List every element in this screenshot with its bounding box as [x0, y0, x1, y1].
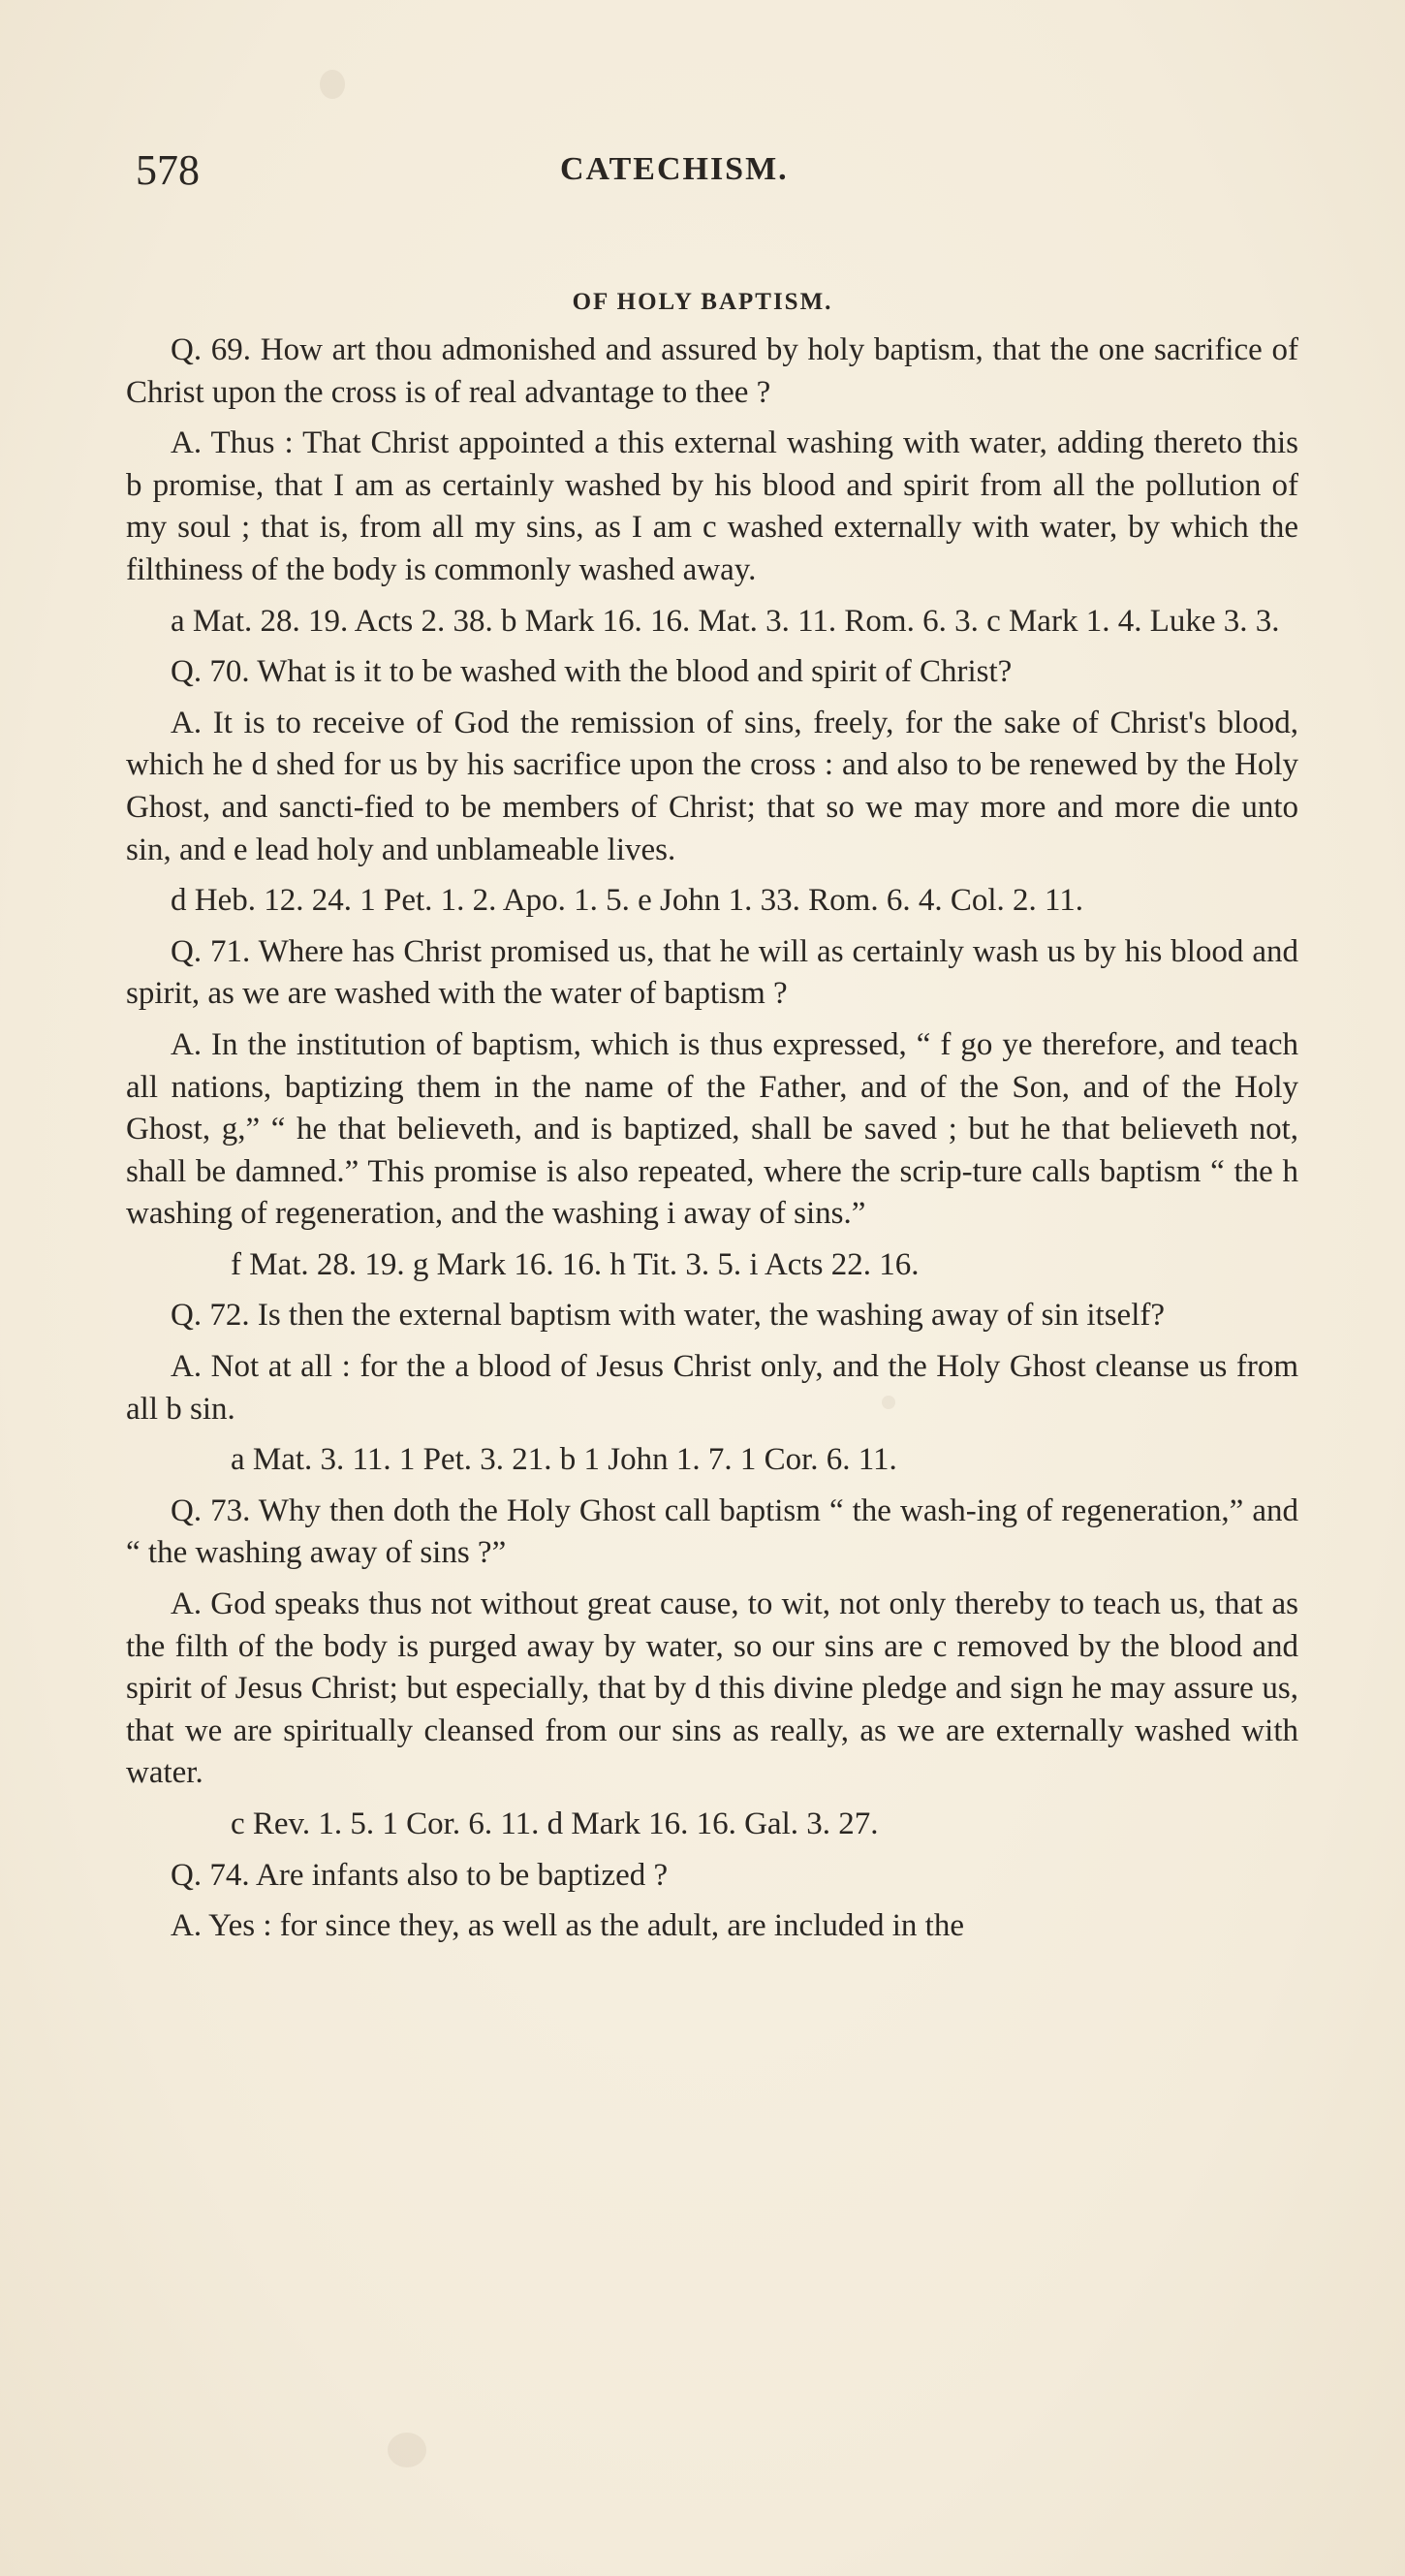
answer-69: A. Thus : That Christ appointed a this external washing with water, adding thereto this b promise, that I am as certainly washed by his blood and spirit from all the pollution of my soul ; that is, from all my sins, as I am c washed externally with water, by which the filthiness of the body is commonly washed away. [126, 425, 1298, 587]
references-72: a Mat. 3. 11. 1 Pet. 3. 21. b 1 John 1. 7. 1 Cor. 6. 11. [231, 1442, 897, 1478]
references-69: a Mat. 28. 19. Acts 2. 38. b Mark 16. 16. Mat. 3. 11. Rom. 6. 3. c Mark 1. 4. Luke 3. 3. [171, 603, 1280, 639]
answer-72: A. Not at all : for the a blood of Jesus Christ only, and the Holy Ghost cleanse us from all b sin. [126, 1349, 1298, 1427]
question-69: Q. 69. How art thou admonished and assured by holy baptism, that the one sacrifice of Christ upon the cross is of real advantage to thee ? [126, 332, 1298, 410]
question-70: Q. 70. What is it to be washed with the blood and spirit of Christ? [171, 654, 1013, 690]
paper-spot [388, 2433, 426, 2467]
question-73: Q. 73. Why then doth the Holy Ghost call baptism “ the wash-ing of regeneration,” and “ the washing away of sins ?” [126, 1492, 1298, 1571]
section-title: OF HOLY BAPTISM. [572, 289, 833, 315]
question-72: Q. 72. Is then the external baptism with water, the washing away of sin itself? [171, 1298, 1165, 1334]
answer-73: A. God speaks thus not without great cause, to wit, not only thereby to teach us, that as the filth of the body is purged away by water, so our sins are c removed by the blood and spirit of Jesus Christ; but especially, that by d this divine pledge and sign he may assure us, that we are spiritually cleansed from our sins as really, as we are externally washed with water. [126, 1586, 1298, 1791]
running-head: CATECHISM. [560, 151, 789, 187]
references-71: f Mat. 28. 19. g Mark 16. 16. h Tit. 3. 5. i Acts 22. 16. [231, 1246, 920, 1282]
answer-70: A. It is to receive of God the remission of sins, freely, for the sake of Christ's blood, which he d shed for us by his sacrifice upon the cross : and also to be renewed by the Holy Ghost, and sancti-fied to be members of Christ; that so we may more and more die unto sin, and e lead holy and unblameable lives. [126, 705, 1298, 867]
paper-spot [320, 70, 345, 99]
question-74: Q. 74. Are infants also to be baptized ? [171, 1857, 669, 1893]
references-70: d Heb. 12. 24. 1 Pet. 1. 2. Apo. 1. 5. e John 1. 33. Rom. 6. 4. Col. 2. 11. [171, 883, 1084, 919]
page-number: 578 [136, 146, 200, 194]
body-text [126, 330, 1298, 1957]
answer-74: A. Yes : for since they, as well as the adult, are included in the [171, 1908, 964, 1944]
page-header [136, 145, 1298, 204]
answer-71: A. In the institution of baptism, which is thus expressed, “ f go ye therefore, and teach all nations, baptizing them in the name of the Father, and of the Son, and of the Holy Ghost, g,” “ he that believeth, and is baptized, shall be saved ; but he that believeth not, shall be damned.” This promise is also repeated, where the scrip-ture calls baptism “ the h washing of regeneration, and the washing i away of sins.” [126, 1026, 1298, 1232]
paper-spot [882, 1396, 895, 1409]
question-71: Q. 71. Where has Christ promised us, that he will as certainly wash us by his blood and spirit, as we are washed with the water of baptism ? [126, 933, 1298, 1012]
references-73: c Rev. 1. 5. 1 Cor. 6. 11. d Mark 16. 16. Gal. 3. 27. [231, 1806, 879, 1841]
